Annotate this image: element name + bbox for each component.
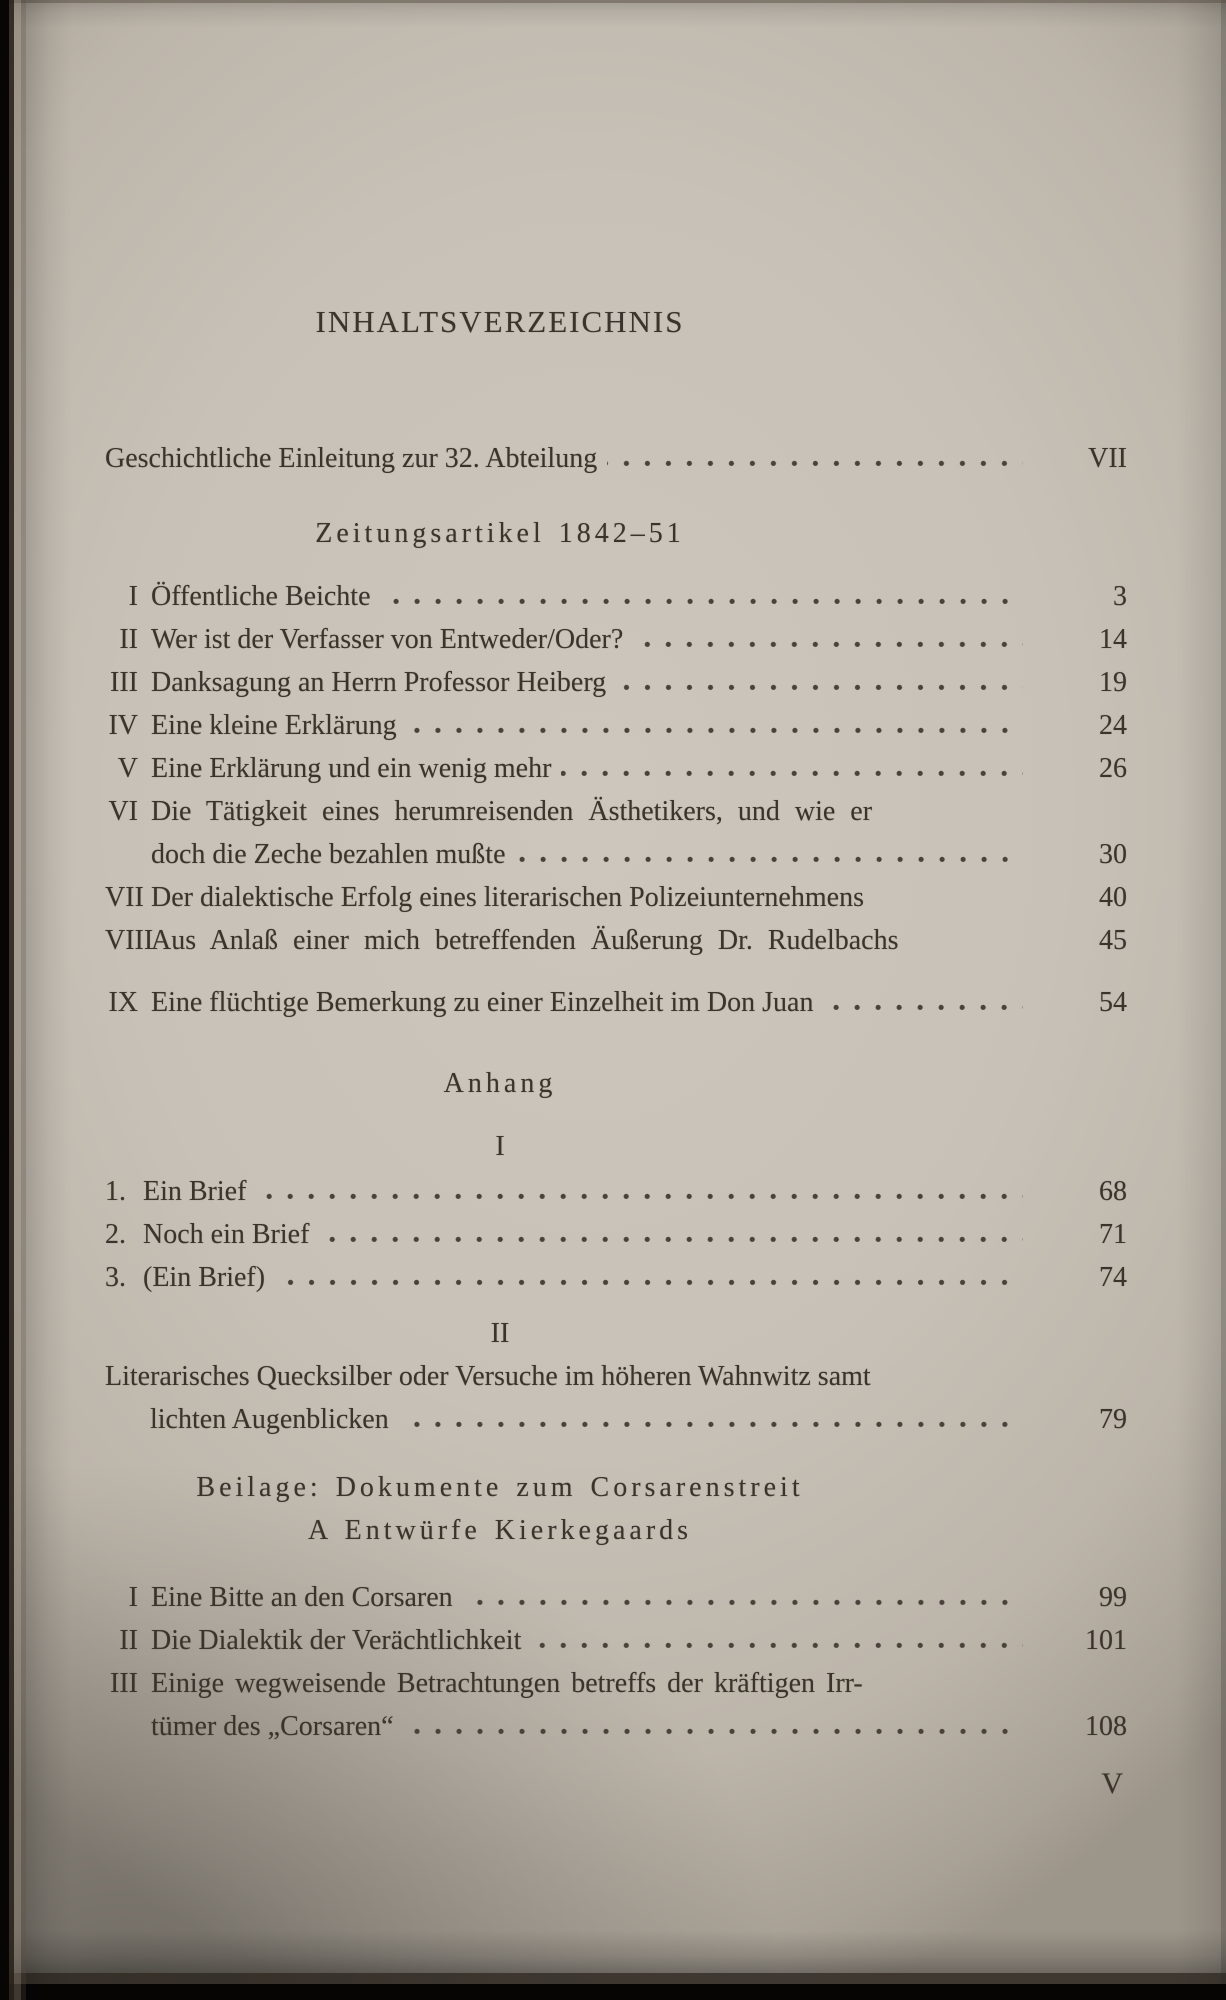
toc-entry-brief-2 [105, 1213, 1127, 1256]
leader-dots [319, 1236, 1023, 1243]
leader-dots [633, 641, 1023, 648]
entry-page-number: 79 [1099, 1404, 1127, 1435]
toc-entry-brief-1 [105, 1170, 1127, 1213]
toc-entry-4 [105, 704, 1127, 747]
entry-label: Noch ein Brief [143, 1219, 310, 1250]
entry-numeral: I [128, 581, 138, 612]
entry-label: Der dialektische Erfolg eines literarischen Polizeiunternehmens [151, 882, 864, 913]
entry-page-number: 101 [1085, 1625, 1127, 1656]
entry-label: Öffentliche Beichte [151, 581, 371, 612]
entry-page-number: 99 [1099, 1582, 1127, 1613]
section-heading-anhang: Anhang [443, 1068, 557, 1099]
entry-label: Danksagung an Herrn Professor Heiberg [151, 667, 607, 698]
toc-entry-corsar-2 [105, 1619, 1127, 1662]
leader-dots [256, 1193, 1023, 1200]
toc-entry-quecksilber-line2 [105, 1398, 1127, 1441]
subsection-heading-2: II [490, 1318, 510, 1349]
leader-dots [516, 856, 1024, 863]
entry-label: Literarisches Quecksilber oder Versuche im höheren Wahnwitz samt [105, 1361, 871, 1392]
entry-label: Geschichtliche Einleitung zur 32. Abteilung [105, 443, 598, 474]
leader-dots [616, 684, 1023, 691]
entry-page-number: VII [1088, 443, 1127, 474]
toc-entry-corsar-3-line2 [105, 1705, 1127, 1748]
entry-page-number: 71 [1099, 1219, 1127, 1250]
page-folio-number: V [1101, 1767, 1123, 1800]
toc-entry-6-line1 [105, 790, 1127, 833]
entry-numeral: IV [108, 710, 138, 741]
entry-label: Die Tätigkeit eines herumreisenden Ästhetikers, und wie er [151, 796, 873, 827]
leader-dots [407, 727, 1023, 734]
leader-dots [607, 460, 1023, 467]
section-heading-zeitungsartikel: Zeitungsartikel 1842–51 [315, 518, 685, 549]
entry-label: Eine flüchtige Bemerkung zu einer Einzelheit im Don Juan [151, 987, 814, 1018]
entry-numeral: V [117, 753, 138, 784]
entry-page-number: 108 [1085, 1711, 1127, 1742]
toc-entry-9 [105, 981, 1127, 1024]
toc-entry-corsar-1 [105, 1576, 1127, 1619]
entry-page-number: 68 [1099, 1176, 1127, 1207]
toc-entry-quecksilber-line1 [105, 1355, 1127, 1398]
leader-dots [873, 1685, 1023, 1692]
entry-page-number: 40 [1099, 882, 1127, 913]
toc-entry-5 [105, 747, 1127, 790]
entry-numeral: II [119, 1625, 138, 1656]
leader-dots [909, 942, 1023, 949]
entry-label: Ein Brief [143, 1176, 247, 1207]
entry-page-number: 24 [1099, 710, 1127, 741]
entry-label: Wer ist der Verfasser von Entweder/Oder? [151, 624, 624, 655]
entry-label: lichten Augenblicken [150, 1404, 389, 1435]
leader-dots [404, 1728, 1023, 1735]
entry-numeral: II [119, 624, 138, 655]
leader-dots [531, 1642, 1023, 1649]
entry-page-number: 14 [1099, 624, 1127, 655]
entry-page-number: 30 [1099, 839, 1127, 870]
entry-page-number: 3 [1113, 581, 1127, 612]
toc-entry-1 [105, 575, 1127, 618]
leader-dots [561, 770, 1023, 777]
entry-label: (Ein Brief) [143, 1262, 266, 1293]
entry-label: Eine Bitte an den Corsaren [151, 1582, 453, 1613]
entry-numeral: 1. [105, 1176, 126, 1207]
entry-numeral: IX [108, 987, 138, 1018]
toc-page-content [105, 0, 1127, 1805]
leader-dots [823, 1004, 1023, 1011]
leader-dots [463, 1599, 1023, 1606]
toc-entry-2 [105, 618, 1127, 661]
entry-numeral: I [128, 1582, 138, 1613]
toc-entry-brief-3 [105, 1256, 1127, 1299]
entry-label: Einige wegweisende Betrachtungen betreffs der kräftigen Irr- [151, 1668, 863, 1699]
entry-page-number: 74 [1099, 1262, 1127, 1293]
entry-label: tümer des „Corsaren“ [151, 1711, 394, 1742]
entry-label: Eine kleine Erklärung [151, 710, 397, 741]
toc-entry-6-line2 [105, 833, 1127, 876]
entry-numeral: III [110, 667, 138, 698]
entry-numeral: 2. [105, 1219, 126, 1250]
entry-numeral: 3. [105, 1262, 126, 1293]
leader-dots [399, 1421, 1023, 1428]
entry-label: Aus Anlaß einer mich betreffenden Äußerung Dr. Rudelbachs [151, 925, 899, 956]
entry-label: Die Dialektik der Verächtlichkeit [151, 1625, 522, 1656]
entry-page-number: 26 [1099, 753, 1127, 784]
toc-entry-8 [105, 919, 1127, 962]
entry-label: doch die Zeche bezahlen mußte [151, 839, 506, 870]
toc-entry-corsar-3-line1 [105, 1662, 1127, 1705]
entry-page-number: 54 [1099, 987, 1127, 1018]
page-title: INHALTSVERZEICHNIS [315, 304, 685, 339]
entry-label: Eine Erklärung und ein wenig mehr [151, 753, 552, 784]
entry-page-number: 45 [1099, 925, 1127, 956]
toc-entry-7 [105, 876, 1127, 919]
leader-dots [381, 598, 1023, 605]
leader-dots [275, 1279, 1023, 1286]
section-subheading-entwuerfe: A Entwürfe Kierkegaards [307, 1515, 693, 1546]
entry-numeral: VIII [105, 925, 154, 956]
leader-dots [874, 899, 1023, 906]
subsection-heading-1: I [495, 1131, 505, 1162]
entry-numeral: VII [105, 882, 144, 913]
leader-dots [882, 813, 1023, 820]
section-heading-beilage: Beilage: Dokumente zum Corsarenstreit [196, 1472, 804, 1503]
leader-dots [881, 1378, 1023, 1385]
entry-numeral: III [110, 1668, 138, 1699]
toc-entry-einleitung [105, 437, 1127, 480]
entry-page-number: 19 [1099, 667, 1127, 698]
toc-entry-3 [105, 661, 1127, 704]
entry-numeral: VI [108, 796, 138, 827]
